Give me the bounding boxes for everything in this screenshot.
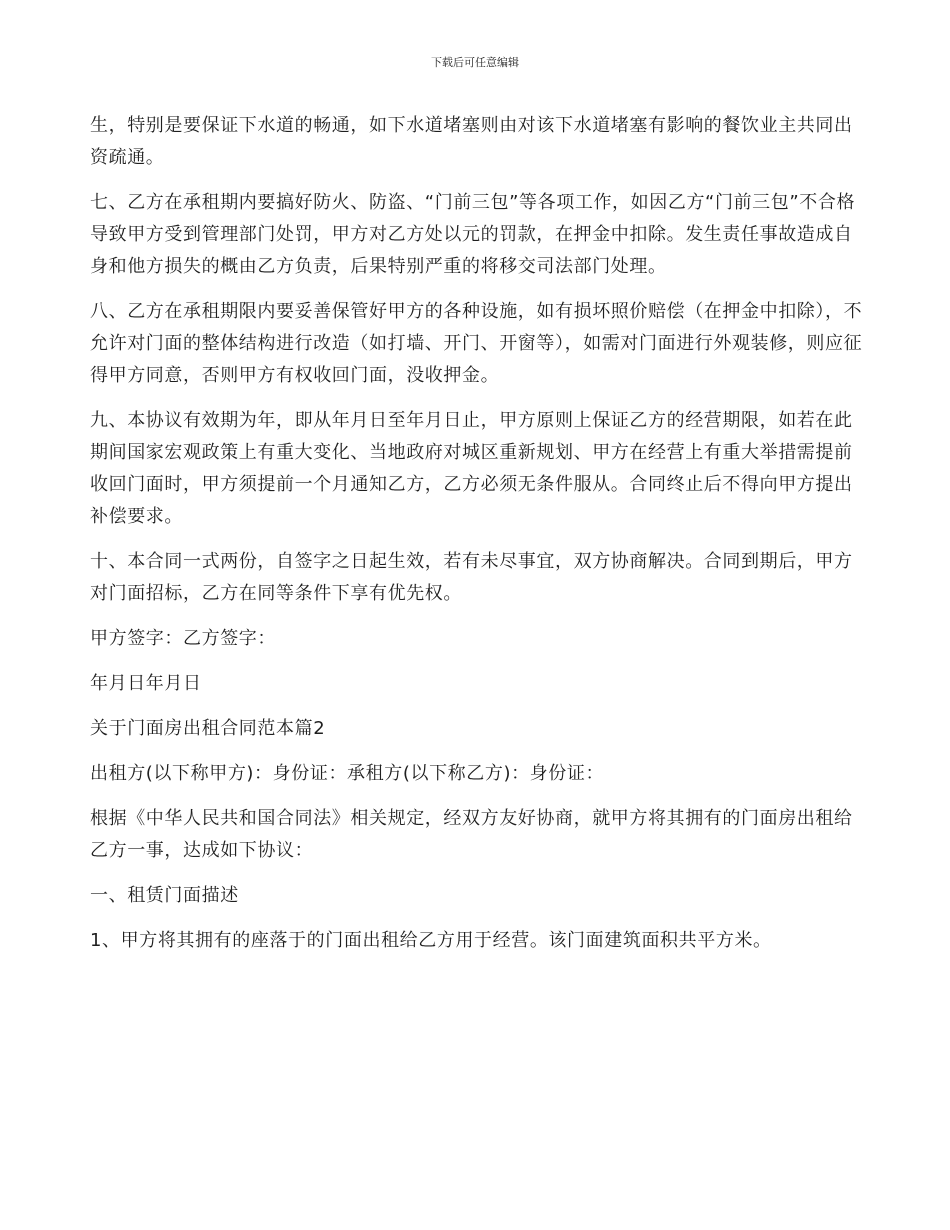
parties-line: 出租方(以下称甲方)：身份证：承租方(以下称乙方)：身份证： bbox=[90, 763, 605, 784]
paragraph-clause-10: 十、本合同一式两份，自签字之日起生效，若有未尽事宜，双方协商解决。合同到期后，甲方对门面招标，乙方在同等条件下享有优先权。 bbox=[90, 551, 853, 604]
page-header: 下载后可任意编辑 bbox=[431, 56, 519, 69]
document-body bbox=[90, 110, 865, 970]
paragraph-item-1: 1、甲方将其拥有的座落于的门面出租给乙方用于经营。该门面建筑面积共平方米。 bbox=[90, 930, 772, 951]
paragraph-preamble: 根据《中华人民共和国合同法》相关规定，经双方友好协商，就甲方将其拥有的门面房出租给乙方一事，达成如下协议： bbox=[90, 808, 853, 861]
signature-line: 甲方签字：乙方签字： bbox=[90, 628, 276, 649]
paragraph-clause-9: 九、本协议有效期为年，即从年月日至年月日止，甲方原则上保证乙方的经营期限，如若在此期间国家宏观政策上有重大变化、当地政府对城区重新规划、甲方在经营上有重大举措需提前收回门面时，甲方须提前一个月通知乙方，乙方必须无条件服从。合同终止后不得向甲方提出补偿要求。 bbox=[90, 410, 853, 527]
section-title: 关于门面房出租合同范本篇2 bbox=[90, 718, 326, 739]
paragraph-clause-8: 八、乙方在承租期限内要妥善保管好甲方的各种设施，如有损坏照价赔偿（在押金中扣除），不允许对门面的整体结构进行改造（如打墙、开门、开窗等），如需对门面进行外观装修，则应征得甲方同意，否则甲方有权收回门面，没收押金。 bbox=[90, 301, 863, 386]
paragraph-clause-7: 七、乙方在承租期内要搞好防火、防盗、“门前三包”等各项工作，如因乙方“门前三包”不合格导致甲方受到管理部门处罚，甲方对乙方处以元的罚款，在押金中扣除。发生责任事故造成自身和他方损失的概由乙方负责，后果特别严重的将移交司法部门处理。 bbox=[90, 192, 856, 277]
date-line: 年月日年月日 bbox=[90, 673, 202, 694]
subsection-heading: 一、租赁门面描述 bbox=[90, 885, 239, 906]
paragraph-drainage: 生，特别是要保证下水道的畅通，如下水道堵塞则由对该下水道堵塞有影响的餐饮业主共同出资疏通。 bbox=[90, 115, 853, 168]
